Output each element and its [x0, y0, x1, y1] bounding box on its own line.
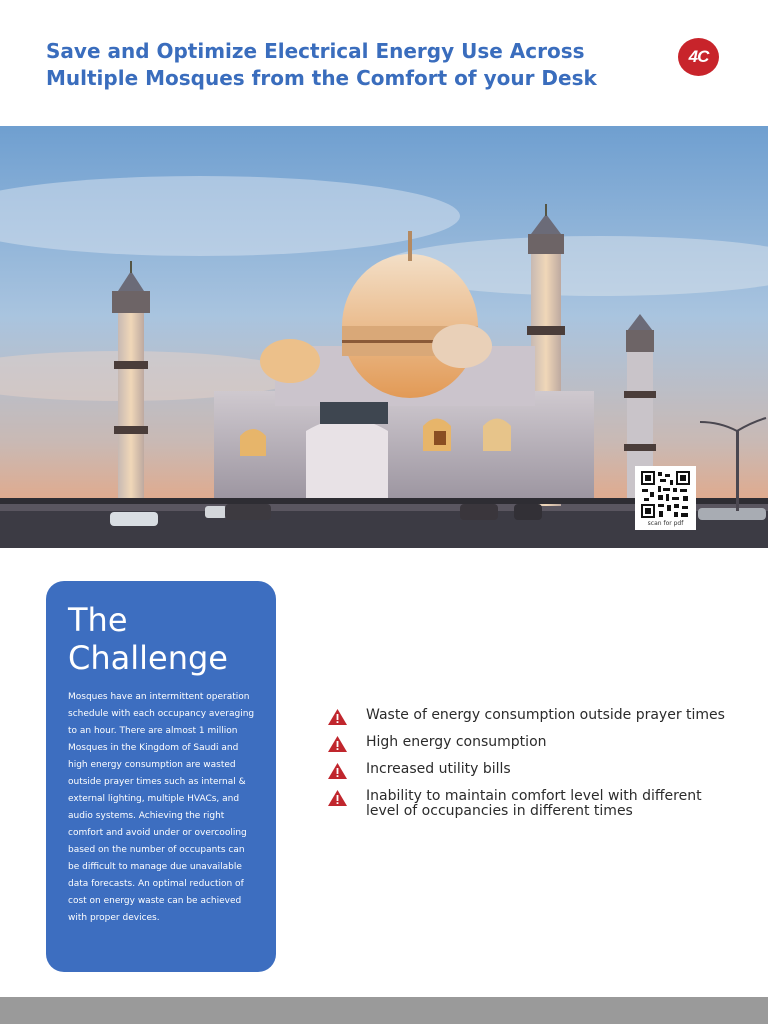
page-title	[46, 38, 646, 92]
challenge-title	[68, 601, 256, 677]
qr-code[interactable]	[635, 466, 696, 530]
page-title-line-2: Multiple Mosques from the Comfort of your Desk	[46, 66, 597, 90]
warning-icon	[328, 763, 347, 779]
issue-text: Waste of energy consumption outside prayer times	[366, 707, 725, 723]
issue-text: High energy consumption	[366, 734, 547, 750]
list-item	[328, 735, 728, 750]
challenge-panel	[46, 581, 276, 972]
list-item	[328, 762, 728, 777]
footer-bar	[0, 997, 768, 1024]
challenge-body: Mosques have an intermittent operation schedule with each occupancy averaging to an hour. There are almost 1 million Mosques in the Kingdom of Saudi and high energy consumption are wasted outside prayer times such as internal & external lighting, multiple HVACs, and audio systems. Achieving the right comfort and avoid under or overcooling based on the number of occupants can be difficult to manage due unavailable data forecasts. An optimal reduction of cost on energy waste can be achieved with proper devices.	[68, 692, 255, 923]
issue-text: Increased utility bills	[366, 761, 511, 777]
issue-list	[328, 708, 728, 831]
issue-text: Inability to maintain comfort level with different level of occupancies in different times	[366, 788, 702, 819]
qr-code-icon	[640, 470, 691, 519]
list-item	[328, 789, 728, 819]
list-item	[328, 708, 728, 723]
warning-icon	[328, 790, 347, 806]
warning-icon	[328, 736, 347, 752]
header	[0, 0, 768, 126]
warning-icon	[328, 709, 347, 725]
challenge-title-line-1: The	[68, 601, 128, 639]
company-logo: 4C	[678, 38, 719, 76]
page-title-line-1: Save and Optimize Electrical Energy Use Across	[46, 39, 585, 63]
qr-caption: scan for pdf	[647, 520, 684, 527]
challenge-title-line-2: Challenge	[68, 639, 228, 677]
